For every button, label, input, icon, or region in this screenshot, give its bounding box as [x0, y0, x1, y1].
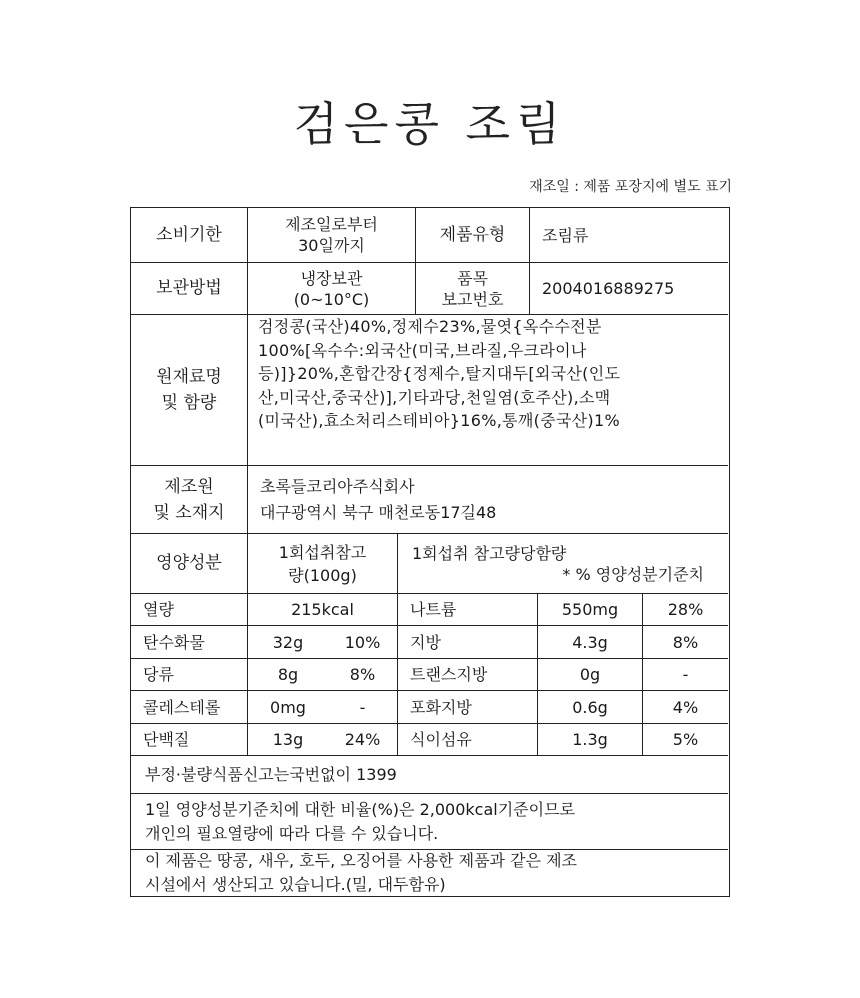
- nutrient-name: 식이섬유: [398, 724, 538, 755]
- ingredients-label: [131, 315, 248, 465]
- nutrient-amount: 13g: [272, 730, 304, 749]
- row-report-line: [131, 756, 728, 794]
- nutrient-name: 트랜스지방: [398, 659, 538, 690]
- ingredients-line: 등)]}20%,혼합간장{정제수,탈지대두[외국산(인도: [258, 364, 621, 383]
- table-row: [131, 626, 728, 659]
- nutrient-amount: 8g: [277, 665, 299, 684]
- table-row: [131, 691, 728, 724]
- nutrient-amount: 4.3g: [538, 626, 643, 658]
- report-hotline: 부정·불량식품신고는국번없이 1399: [145, 764, 397, 784]
- serving-size-line2: 량(100g): [288, 565, 357, 585]
- report-number-label-line2: 보고번호: [441, 289, 504, 309]
- shelf-life-value: [248, 208, 416, 262]
- nutrition-header-line1: 1회섭취 참고량당함량: [412, 543, 567, 563]
- product-type-label: 제품유형: [416, 208, 530, 262]
- nutrient-amount: 0mg: [270, 697, 306, 717]
- manufacturer-address: 대구광역시 북구 매천로동17길48: [260, 502, 497, 522]
- nutrition-header-line2: * % 영양성분기준치: [562, 564, 704, 584]
- row-nutrition-header: [131, 534, 728, 594]
- storage-label: 보관방법: [131, 263, 248, 314]
- row-ingredients: [131, 315, 728, 466]
- nutrient-amount: 32g: [272, 632, 304, 652]
- nutrient-percent: -: [682, 665, 689, 684]
- nutrient-name: 포화지방: [398, 691, 538, 723]
- nutrient-name: 단백질: [131, 724, 248, 755]
- ingredients-line: 100%[옥수수:외국산(미국,브라질,우크라이나: [258, 340, 587, 360]
- shelf-life-value-line1: 제조일로부터: [285, 215, 378, 234]
- shelf-life-label: 소비기한: [131, 208, 248, 262]
- nutrition-header: [398, 534, 728, 593]
- table-row: [131, 594, 728, 626]
- manufacturer-name: 초록들코리아주식회사: [260, 476, 415, 496]
- nutrient-name: 나트륨: [398, 594, 538, 625]
- nutrient-amount: 0.6g: [538, 691, 643, 723]
- ingredients-label-line1: 원재료명: [156, 367, 222, 387]
- allergy-line1: 이 제품은 땅콩, 새우, 호두, 오징어를 사용한 제품과 같은 제조: [145, 851, 577, 870]
- manufacturer-label-line2: 및 소재지: [153, 502, 225, 523]
- nutrient-percent: 28%: [667, 600, 704, 619]
- product-title: 검은콩 조림: [293, 97, 567, 151]
- allergy-note: [131, 850, 728, 896]
- row-shelf-life: [131, 208, 728, 263]
- manufacturer-info: [248, 466, 728, 533]
- manufacturer-label-line1: 제조원: [164, 476, 214, 497]
- daily-value-note: [131, 794, 728, 849]
- nutrient-amount: 215kcal: [248, 594, 398, 625]
- row-allergy-note: [131, 850, 728, 896]
- manufacture-date-note: 재조일 : 제품 포장지에 별도 표기: [529, 179, 732, 195]
- nutrient-percent: 10%: [328, 626, 398, 658]
- row-daily-value-note: [131, 794, 728, 850]
- nutrient-name: 당류: [131, 659, 248, 690]
- product-type-value: 조림류: [542, 225, 589, 245]
- nutrient-percent: 8%: [328, 659, 398, 690]
- nutrient-name: 콜레스테롤: [131, 691, 248, 723]
- nutrient-name: 탄수화물: [131, 626, 248, 658]
- table-row: [131, 724, 728, 756]
- report-number-label: [416, 263, 530, 314]
- storage-value: [248, 263, 416, 314]
- allergy-line2: 시설에서 생산되고 있습니다.(밀, 대두함유): [145, 875, 446, 894]
- nutrient-amount: 1.3g: [538, 724, 643, 755]
- daily-value-line2: 개인의 필요열량에 따라 다를 수 있습니다.: [145, 823, 439, 843]
- serving-size-line1: 1회섭취참고: [278, 542, 367, 562]
- manufacturer-label: [131, 466, 248, 533]
- nutrient-percent: 8%: [672, 632, 699, 652]
- row-storage: [131, 263, 728, 315]
- ingredients-line: 산,미국산,중국산)],기타과당,천일염(호주산),소맥: [258, 387, 611, 407]
- label-table: [130, 207, 730, 897]
- ingredients-text: [248, 315, 728, 465]
- report-number-label-line1: 품목: [457, 268, 488, 288]
- ingredients-line: 검정콩(국산)40%,정제수23%,물엿{옥수수전분: [258, 317, 602, 336]
- storage-value-line2: (0~10°C): [293, 289, 370, 309]
- report-number-value: 2004016889275: [542, 279, 675, 298]
- ingredients-line: (미국산),효소처리스테비아}16%,통깨(중국산)1%: [258, 411, 620, 430]
- daily-value-line1: 1일 영양성분기준치에 대한 비율(%)은 2,000kcal기준이므로: [145, 799, 575, 819]
- serving-size: [248, 534, 398, 593]
- nutrient-percent: 4%: [672, 697, 699, 717]
- nutrient-percent: 5%: [672, 730, 699, 749]
- nutrition-label: 영양성분: [131, 534, 248, 593]
- shelf-life-value-line2: 30일까지: [298, 236, 365, 255]
- row-manufacturer: [131, 466, 728, 534]
- storage-value-line1: 냉장보관: [300, 268, 363, 288]
- table-row: [131, 659, 728, 691]
- nutrient-amount: 0g: [538, 659, 643, 690]
- nutrient-name: 지방: [398, 626, 538, 658]
- nutrient-percent: -: [328, 691, 398, 723]
- nutrient-amount: 550mg: [538, 594, 643, 625]
- nutrient-name: 열량: [131, 594, 248, 625]
- nutrient-percent: 24%: [328, 724, 398, 755]
- ingredients-label-line2: 및 함량: [161, 393, 217, 413]
